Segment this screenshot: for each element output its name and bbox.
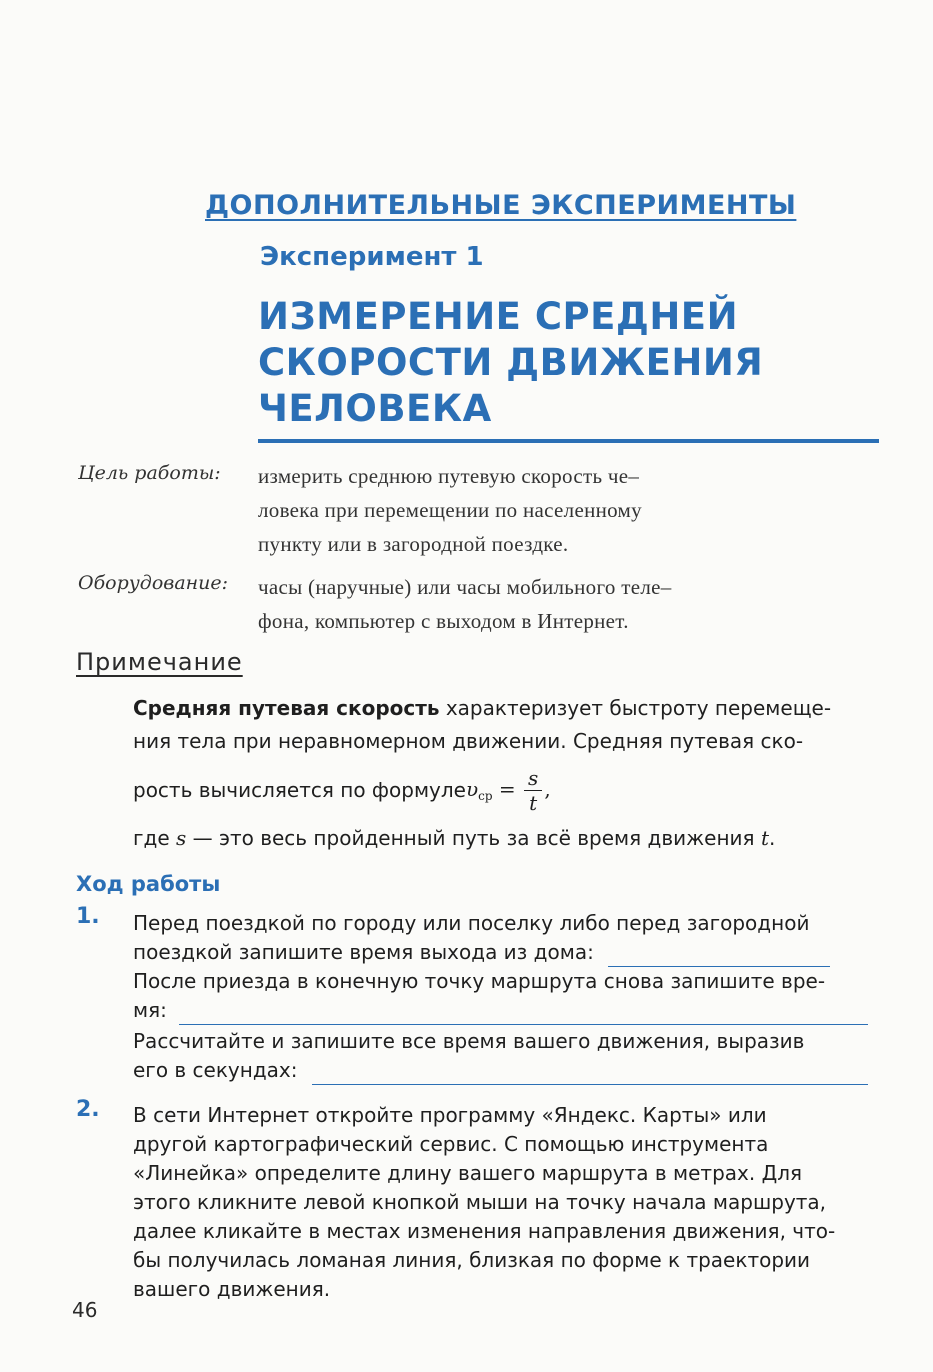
arrival-time-blank[interactable] [179, 1004, 868, 1025]
step-line [133, 1056, 868, 1085]
formula-fraction [524, 766, 542, 815]
formula-numerator: s [524, 766, 542, 791]
goal-text [258, 459, 778, 561]
note-bold-term: Средняя путевая скорость [133, 696, 440, 720]
goal-line: пункту или в загородной поездке. [258, 532, 569, 556]
step-line: бы получилась ломаная линия, близкая по форме к траектории [133, 1248, 811, 1272]
step-line [133, 996, 868, 1025]
note-line [133, 692, 878, 725]
goal-line: измерить среднюю путевую скорость че– [258, 464, 640, 488]
symbol-t: t [760, 826, 769, 850]
goal-label: Цель работы: [78, 462, 221, 484]
step-line-text: мя: [133, 998, 167, 1022]
step-line: В сети Интернет откройте программу «Яндекс. Карты» или [133, 1103, 767, 1127]
step-line: Рассчитайте и запишите все время вашего движения, выразив [133, 1029, 805, 1053]
step-line: другой картографический сервис. С помощью инструмента [133, 1132, 769, 1156]
equipment-line: часы (наручные) или часы мобильного теле– [258, 575, 672, 599]
note-line [133, 822, 878, 855]
departure-time-blank[interactable] [608, 946, 830, 967]
note-heading: Примечание [76, 648, 243, 676]
symbol-s: s [176, 826, 187, 850]
note-body [133, 692, 878, 855]
step-line: вашего движения. [133, 1277, 331, 1301]
equipment-text [258, 570, 778, 638]
note-line: ния тела при неравномерном движении. Средняя путевая ско- [133, 729, 804, 753]
formula-variable: υ [465, 776, 479, 801]
experiment-title [258, 294, 878, 432]
page-number: 46 [72, 1298, 98, 1322]
experiment-label: Эксперимент 1 [260, 242, 484, 272]
step-1-number: 1. [76, 904, 100, 929]
total-time-blank[interactable] [312, 1064, 868, 1085]
title-divider [258, 439, 879, 443]
step-2-text [133, 1101, 873, 1304]
formula-comma: , [544, 776, 551, 801]
step-line: «Линейка» определите длину вашего маршрута в метрах. Для [133, 1161, 803, 1185]
step-line-text: его в секундах: [133, 1058, 298, 1082]
note-line-text: — это весь пройденный путь за всё время движения [186, 826, 761, 850]
work-heading: Ход работы [76, 872, 221, 896]
step-2-number: 2. [76, 1097, 100, 1122]
step-line: Перед поездкой по городу или поселку либо перед загородной [133, 911, 810, 935]
note-line-text: где [133, 826, 176, 850]
experiment-title-line: СКОРОСТИ ДВИЖЕНИЯ [258, 341, 764, 384]
step-line: После приезда в конечную точку маршрута снова запишите вре- [133, 969, 826, 993]
step-line: этого кликните левой кнопкой мыши на точку начала маршрута, [133, 1190, 827, 1214]
equipment-line: фона, компьютер с выходом в Интернет. [258, 609, 629, 633]
step-line [133, 938, 868, 967]
note-line-text: характеризует быстроту перемеще- [439, 696, 832, 720]
goal-line: ловека при перемещении по населенному [258, 498, 642, 522]
formula-denominator: t [529, 790, 538, 815]
formula-equals: = [492, 776, 523, 801]
note-line-text: рость вычисляется по формуле [133, 777, 466, 802]
step-line: далее кликайте в местах изменения направления движения, что- [133, 1219, 836, 1243]
equipment-label: Оборудование: [78, 572, 229, 594]
note-line-text: . [768, 826, 776, 850]
note-formula-line [133, 764, 878, 816]
formula-subscript: ср [478, 788, 493, 803]
step-1-text [133, 909, 868, 1085]
average-speed-formula [466, 766, 551, 815]
experiment-title-line: ЧЕЛОВЕКА [258, 387, 492, 430]
section-title: ДОПОЛНИТЕЛЬНЫЕ ЭКСПЕРИМЕНТЫ [205, 190, 797, 221]
experiment-title-line: ИЗМЕРЕНИЕ СРЕДНЕЙ [258, 295, 739, 338]
step-line-text: поездкой запишите время выхода из дома: [133, 940, 594, 964]
